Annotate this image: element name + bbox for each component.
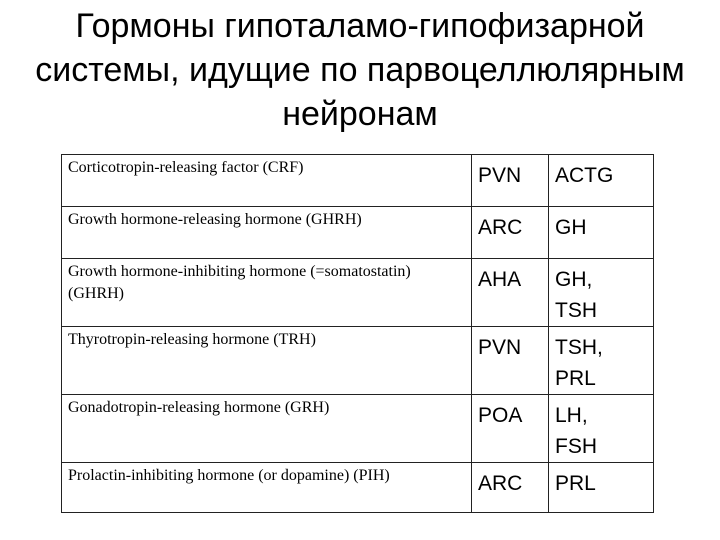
hormone-name-cell: Growth hormone-releasing hormone (GHRH): [62, 207, 472, 259]
secretion-site-cell: PVN: [472, 327, 549, 395]
target-hormone-value: LH,: [555, 404, 588, 427]
target-hormone-cell: [549, 395, 654, 463]
target-hormone-value: ACTG: [555, 164, 614, 187]
target-hormone-cell: [549, 327, 654, 395]
target-hormone-value: TSH,: [555, 336, 603, 359]
target-hormone-value: PRL: [555, 472, 596, 495]
target-hormone-value: PRL: [555, 367, 596, 390]
hormone-name-cell: Thyrotropin-releasing hormone (TRH): [62, 327, 472, 395]
hormone-name-cell: Gonadotropin-releasing hormone (GRH): [62, 395, 472, 463]
slide-title-line-2: системы, идущие по парвоцеллюлярным: [35, 51, 685, 89]
slide-title-line-1: Гормоны гипоталамо-гипофизарной: [75, 7, 645, 45]
hormone-table: [61, 154, 654, 513]
table-row: [62, 207, 654, 259]
table-row: [62, 155, 654, 207]
target-hormone-value: FSH: [555, 435, 597, 458]
target-hormone-value: GH,: [555, 268, 593, 291]
secretion-site-cell: ARC: [472, 207, 549, 259]
slide-title: [20, 4, 700, 136]
table-row: [62, 395, 654, 463]
slide-title-line-3: нейронам: [282, 95, 438, 133]
target-hormone-value: TSH: [555, 299, 597, 322]
target-hormone-cell: [549, 463, 654, 513]
secretion-site-cell: PVN: [472, 155, 549, 207]
table-row: [62, 327, 654, 395]
secretion-site-cell: ARC: [472, 463, 549, 513]
hormone-name-cell: Prolactin-inhibiting hormone (or dopamine) (PIH): [62, 463, 472, 513]
target-hormone-cell: [549, 259, 654, 327]
hormone-name-cell: Growth hormone-inhibiting hormone (=somatostatin) (GHRH): [62, 259, 472, 327]
table-row: [62, 259, 654, 327]
target-hormone-value: GH: [555, 216, 587, 239]
secretion-site-cell: POA: [472, 395, 549, 463]
target-hormone-cell: [549, 207, 654, 259]
secretion-site-cell: AHA: [472, 259, 549, 327]
table-row: [62, 463, 654, 513]
target-hormone-cell: [549, 155, 654, 207]
hormone-name-cell: Corticotropin-releasing factor (CRF): [62, 155, 472, 207]
